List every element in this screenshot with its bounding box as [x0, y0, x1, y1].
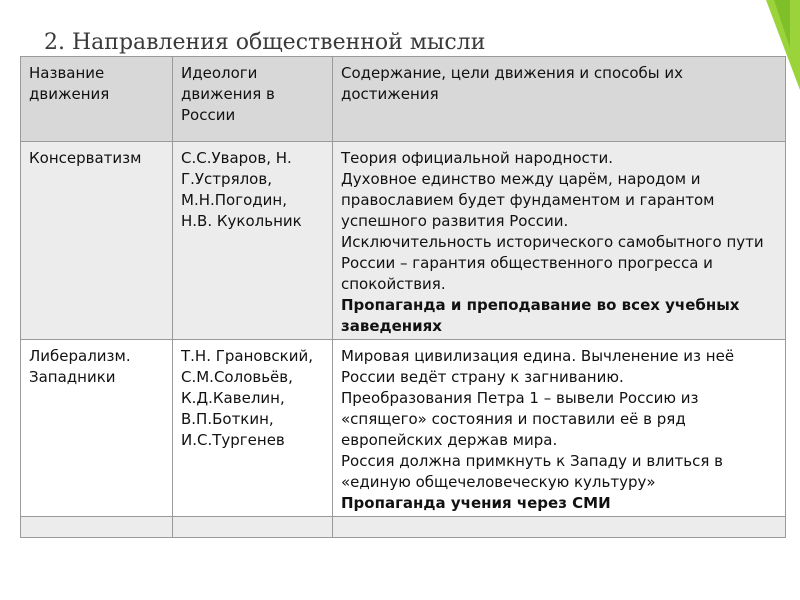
- empty-cell: [333, 517, 786, 538]
- movements-table: [20, 56, 786, 538]
- ideologists-cell: С.С.Уваров, Н. Г.Устрялов, М.Н.Погодин, Н.В. Кукольник: [173, 142, 333, 340]
- header-ideologists: Идеологи движения в России: [173, 57, 333, 142]
- header-movement: Название движения: [21, 57, 173, 142]
- ideologists-cell: Т.Н. Грановский, С.М.Соловьёв, К.Д.Кавелин, В.П.Боткин, И.С.Тургенев: [173, 340, 333, 517]
- empty-cell: [21, 517, 173, 538]
- content-cell: [333, 340, 786, 517]
- content-bold-line: Пропаганда учения через СМИ: [341, 494, 611, 512]
- content-line: Россия должна примкнуть к Западу и влиться в «единую общечеловеческую культуру»: [341, 452, 723, 491]
- content-line: Духовное единство между царём, народом и православием будет фундаментом и гарантом успешного развития России.: [341, 170, 715, 230]
- corner-decoration-inner: [774, 0, 790, 48]
- empty-cell: [173, 517, 333, 538]
- content-line: Преобразования Петра 1 – вывели Россию из «спящего» состояния и поставили её в ряд европейских держав мира.: [341, 389, 699, 449]
- movement-cell: Консерватизм: [21, 142, 173, 340]
- content-line: Исключительность исторического самобытного пути России – гарантия общественного прогресса и спокойствия.: [341, 233, 764, 293]
- table-row-liberalism: [21, 340, 786, 517]
- content-line: Теория официальной народности.: [341, 149, 614, 167]
- page-title: 2. Направления общественной мысли: [44, 30, 486, 55]
- table-row-partial: [21, 517, 786, 538]
- header-content: Содержание, цели движения и способы их достижения: [333, 57, 786, 142]
- content-line: Мировая цивилизация едина. Вычленение из неё России ведёт страну к загниванию.: [341, 347, 735, 386]
- content-bold-line: Пропаганда и преподавание во всех учебных заведениях: [341, 296, 740, 335]
- content-cell: [333, 142, 786, 340]
- table-row-conservatism: [21, 142, 786, 340]
- movement-cell: Либерализм. Западники: [21, 340, 173, 517]
- table-header-row: [21, 57, 786, 142]
